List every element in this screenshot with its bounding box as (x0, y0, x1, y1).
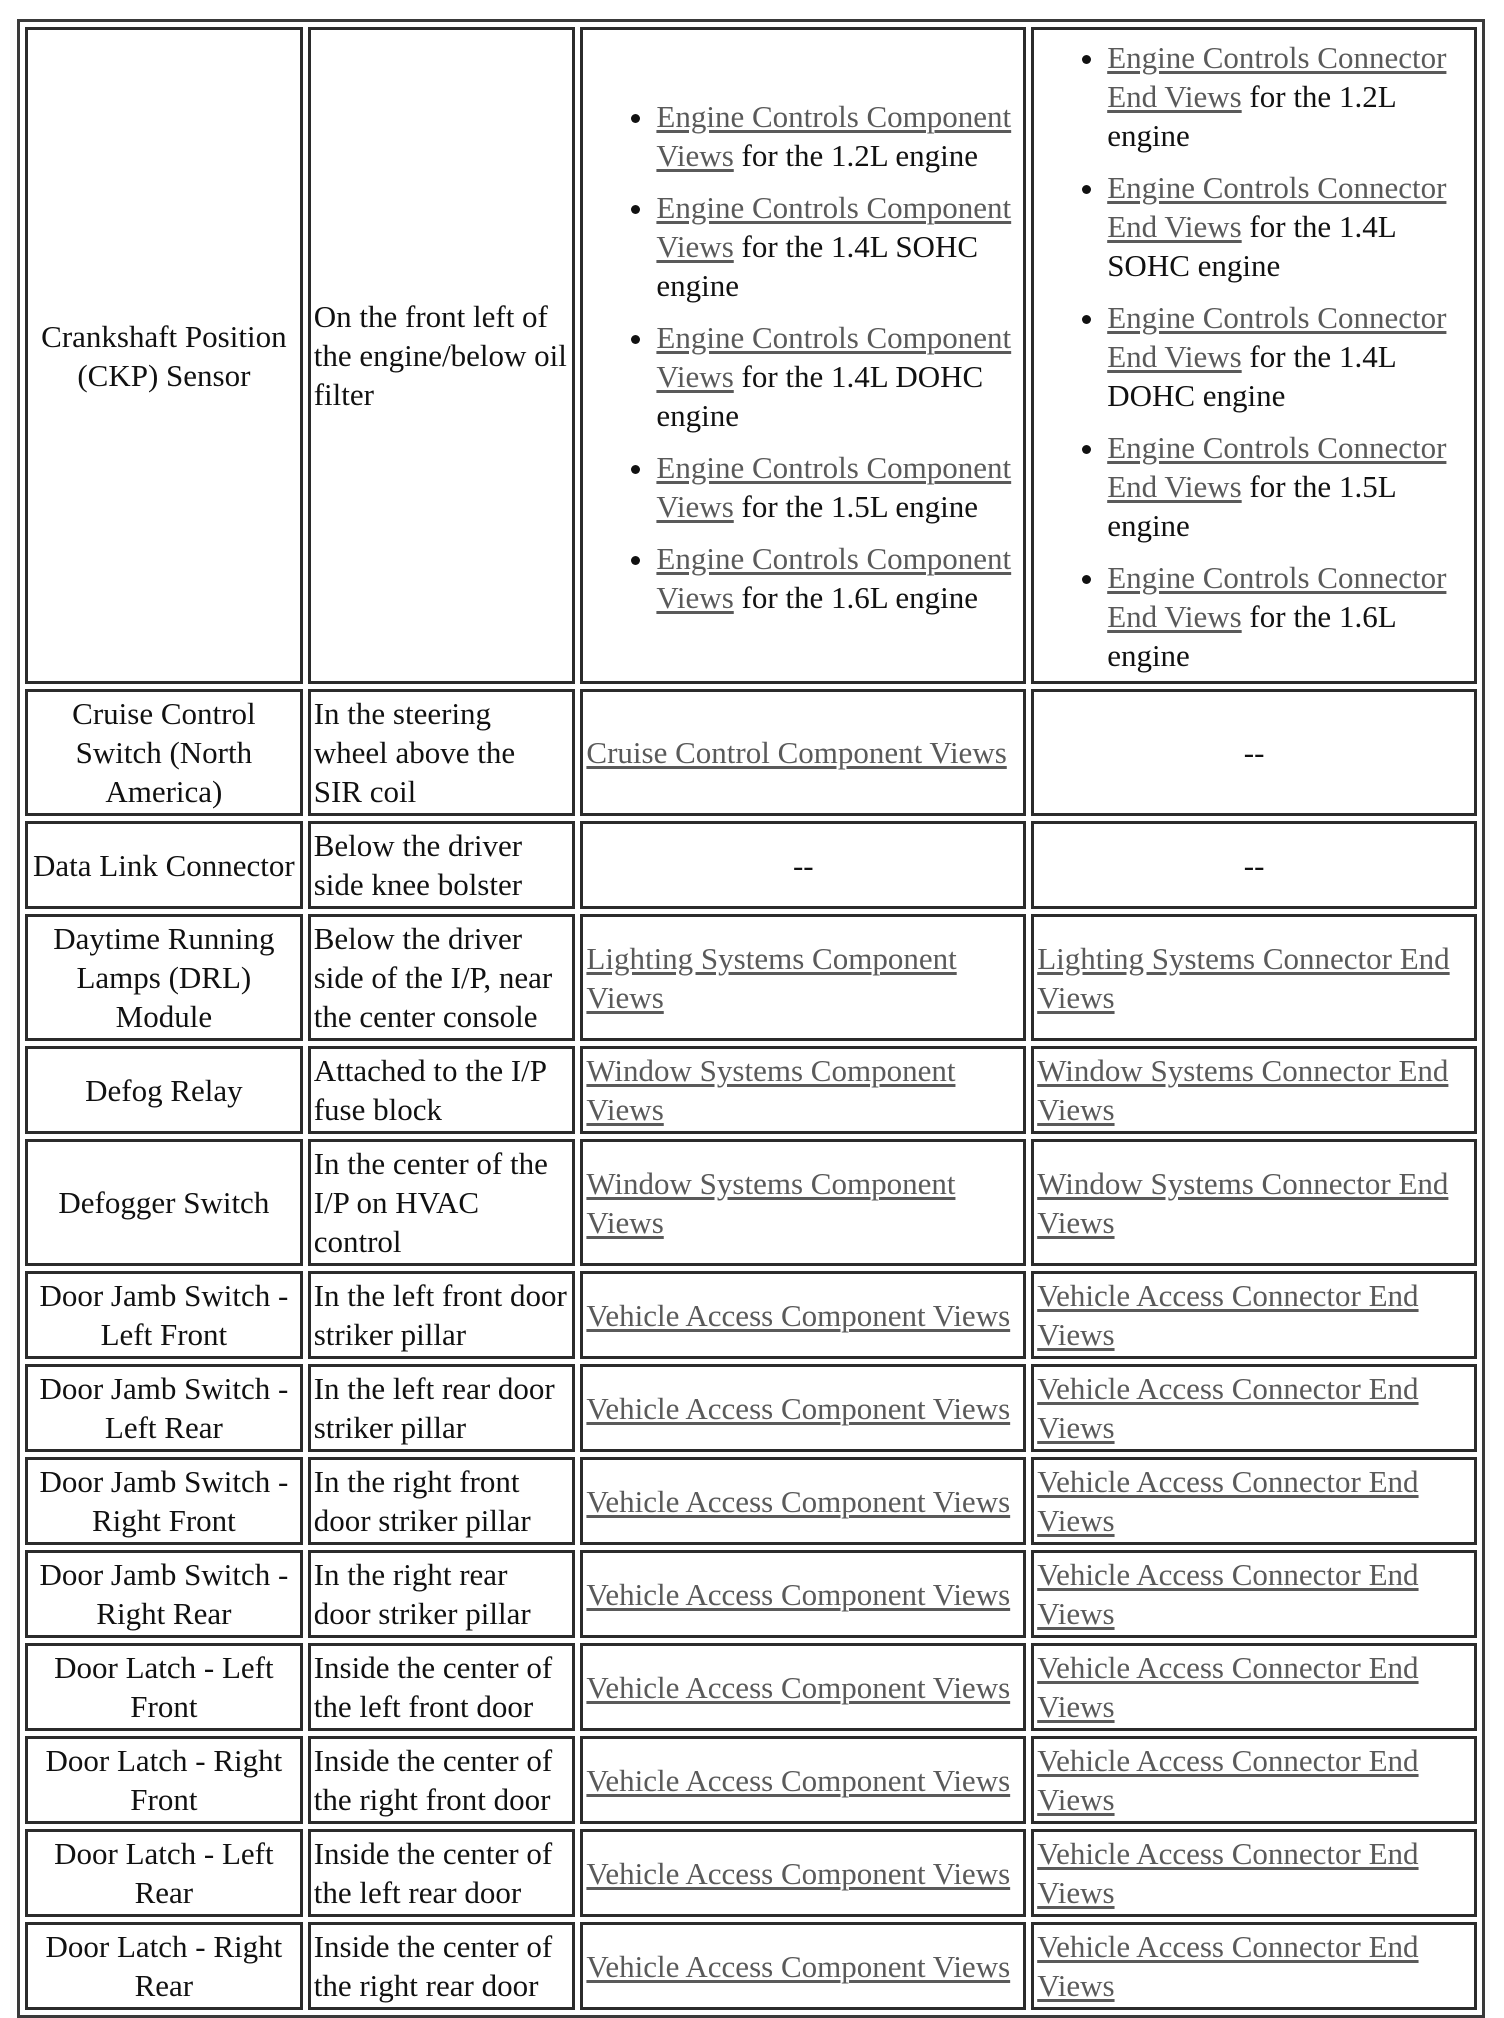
component-views-cell (580, 1364, 1026, 1452)
table-row (25, 1829, 1477, 1917)
link-suffix: for the 1.4L DOHC engine (1107, 339, 1396, 413)
list-item (1107, 428, 1471, 545)
component-views-empty: -- (580, 821, 1026, 909)
component-views-link[interactable]: Vehicle Access Component Views (586, 1576, 1011, 1612)
component-views-link[interactable]: Window Systems Component Views (586, 1165, 956, 1240)
connector-views-link[interactable]: Engine Controls Connector End Views (1107, 430, 1447, 504)
link-suffix: for the 1.5L engine (733, 488, 978, 524)
connector-views-link[interactable]: Window Systems Connector End Views (1037, 1165, 1449, 1240)
component-location: Inside the center of the left rear door (308, 1829, 576, 1917)
component-views-link[interactable]: Engine Controls Component Views (656, 449, 1012, 524)
connector-views-link[interactable]: Engine Controls Connector End Views (1107, 40, 1447, 114)
component-location: Below the driver side knee bolster (308, 821, 576, 909)
component-name: Cruise Control Switch (North America) (25, 689, 303, 816)
connector-views-empty: -- (1031, 821, 1477, 909)
connector-views-link[interactable]: Engine Controls Connector End Views (1107, 300, 1447, 374)
component-name: Door Jamb Switch - Left Rear (25, 1364, 303, 1452)
link-suffix: for the 1.4L DOHC engine (656, 358, 984, 433)
component-views-link[interactable]: Vehicle Access Component Views (586, 1297, 1011, 1333)
component-name: Door Jamb Switch - Left Front (25, 1271, 303, 1359)
component-views-cell (580, 914, 1026, 1041)
connector-views-cell (1031, 914, 1477, 1041)
connector-views-cell (1031, 1364, 1477, 1452)
list-item (1107, 168, 1471, 285)
component-views-cell (580, 1922, 1026, 2010)
component-views-link[interactable]: Vehicle Access Component Views (586, 1762, 1011, 1798)
component-location: In the center of the I/P on HVAC control (308, 1139, 576, 1266)
component-location: Inside the center of the left front door (308, 1643, 576, 1731)
component-views-link[interactable]: Engine Controls Component Views (656, 98, 1012, 173)
component-name: Daytime Running Lamps (DRL) Module (25, 914, 303, 1041)
component-views-link[interactable]: Engine Controls Component Views (656, 189, 1012, 264)
table-row (25, 1271, 1477, 1359)
component-views-cell (580, 27, 1026, 684)
component-name: Door Jamb Switch - Right Front (25, 1457, 303, 1545)
connector-views-link[interactable]: Vehicle Access Connector End Views (1037, 1278, 1419, 1352)
component-locator-table (17, 19, 1485, 2018)
component-name: Door Latch - Right Front (25, 1736, 303, 1824)
connector-views-cell (1031, 1139, 1477, 1266)
connector-views-link[interactable]: Vehicle Access Connector End Views (1037, 1371, 1419, 1445)
link-suffix: for the 1.4L SOHC engine (1107, 209, 1396, 283)
component-views-list (586, 97, 1020, 617)
connector-views-list (1037, 38, 1471, 675)
connector-views-cell (1031, 1046, 1477, 1134)
component-views-link[interactable]: Cruise Control Component Views (586, 735, 1007, 770)
link-suffix: for the 1.4L SOHC engine (656, 228, 979, 303)
component-location: Attached to the I/P fuse block (308, 1046, 576, 1134)
component-views-link[interactable]: Vehicle Access Component Views (586, 1483, 1011, 1519)
list-item (1107, 298, 1471, 415)
link-suffix: for the 1.5L engine (1107, 469, 1396, 543)
component-location: In the steering wheel above the SIR coil (308, 689, 576, 816)
component-name: Defogger Switch (25, 1139, 303, 1266)
component-location: In the right front door striker pillar (308, 1457, 576, 1545)
connector-views-link[interactable]: Engine Controls Connector End Views (1107, 560, 1447, 634)
connector-views-cell (1031, 27, 1477, 684)
connector-views-cell (1031, 1829, 1477, 1917)
connector-views-cell (1031, 1643, 1477, 1731)
component-views-link[interactable]: Vehicle Access Component Views (586, 1948, 1011, 1984)
connector-views-link[interactable]: Lighting Systems Connector End Views (1037, 940, 1450, 1015)
list-item (656, 448, 1020, 526)
link-suffix: for the 1.2L engine (733, 137, 978, 173)
component-views-cell (580, 1457, 1026, 1545)
table-row (25, 1139, 1477, 1266)
component-views-cell (580, 689, 1026, 816)
component-name: Data Link Connector (25, 821, 303, 909)
table-row (25, 689, 1477, 816)
list-item (656, 318, 1020, 435)
component-name: Door Latch - Left Rear (25, 1829, 303, 1917)
connector-views-link[interactable]: Vehicle Access Connector End Views (1037, 1836, 1419, 1910)
table-row (25, 27, 1477, 684)
component-location: In the right rear door striker pillar (308, 1550, 576, 1638)
connector-views-cell (1031, 1271, 1477, 1359)
component-views-link[interactable]: Engine Controls Component Views (656, 540, 1012, 615)
component-location: On the front left of the engine/below oil filter (308, 27, 576, 684)
connector-views-cell (1031, 1922, 1477, 2010)
component-locator-table-container (17, 19, 1485, 2018)
component-name: Crankshaft Position (CKP) Sensor (25, 27, 303, 684)
connector-views-empty: -- (1031, 689, 1477, 816)
component-views-cell (580, 1271, 1026, 1359)
component-location: Inside the center of the right rear door (308, 1922, 576, 2010)
component-name: Door Jamb Switch - Right Rear (25, 1550, 303, 1638)
connector-views-link[interactable]: Vehicle Access Connector End Views (1037, 1650, 1419, 1724)
component-views-link[interactable]: Engine Controls Component Views (656, 319, 1012, 394)
component-views-cell (580, 1139, 1026, 1266)
component-location: In the left rear door striker pillar (308, 1364, 576, 1452)
connector-views-link[interactable]: Vehicle Access Connector End Views (1037, 1929, 1419, 2003)
table-row (25, 914, 1477, 1041)
connector-views-link[interactable]: Vehicle Access Connector End Views (1037, 1743, 1419, 1817)
table-row (25, 821, 1477, 909)
component-location: In the left front door striker pillar (308, 1271, 576, 1359)
connector-views-link[interactable]: Vehicle Access Connector End Views (1037, 1557, 1419, 1631)
table-row (25, 1736, 1477, 1824)
connector-views-link[interactable]: Vehicle Access Connector End Views (1037, 1464, 1419, 1538)
component-views-link[interactable]: Vehicle Access Component Views (586, 1390, 1011, 1426)
component-views-cell (580, 1643, 1026, 1731)
component-views-link[interactable]: Lighting Systems Component Views (586, 940, 957, 1015)
link-suffix: for the 1.6L engine (733, 579, 978, 615)
list-item (656, 539, 1020, 617)
table-row (25, 1046, 1477, 1134)
component-name: Door Latch - Right Rear (25, 1922, 303, 2010)
table-row (25, 1457, 1477, 1545)
component-views-cell (580, 1829, 1026, 1917)
component-location: Inside the center of the right front door (308, 1736, 576, 1824)
link-suffix: for the 1.6L engine (1107, 599, 1396, 673)
connector-views-cell (1031, 1550, 1477, 1638)
list-item (1107, 558, 1471, 675)
component-views-cell (580, 1046, 1026, 1134)
table-row (25, 1922, 1477, 2010)
component-views-link[interactable]: Vehicle Access Component Views (586, 1855, 1011, 1891)
component-location: Below the driver side of the I/P, near the center console (308, 914, 576, 1041)
connector-views-cell (1031, 1457, 1477, 1545)
table-row (25, 1364, 1477, 1452)
component-views-cell (580, 1550, 1026, 1638)
connector-views-cell (1031, 1736, 1477, 1824)
component-name: Defog Relay (25, 1046, 303, 1134)
list-item (1107, 38, 1471, 155)
component-views-cell (580, 1736, 1026, 1824)
list-item (656, 188, 1020, 305)
table-row (25, 1550, 1477, 1638)
component-name: Door Latch - Left Front (25, 1643, 303, 1731)
table-row (25, 1643, 1477, 1731)
component-views-link[interactable]: Vehicle Access Component Views (586, 1669, 1011, 1705)
component-views-link[interactable]: Window Systems Component Views (586, 1053, 956, 1127)
connector-views-link[interactable]: Window Systems Connector End Views (1037, 1053, 1449, 1127)
list-item (656, 97, 1020, 175)
connector-views-link[interactable]: Engine Controls Connector End Views (1107, 170, 1447, 244)
link-suffix: for the 1.2L engine (1107, 79, 1396, 153)
